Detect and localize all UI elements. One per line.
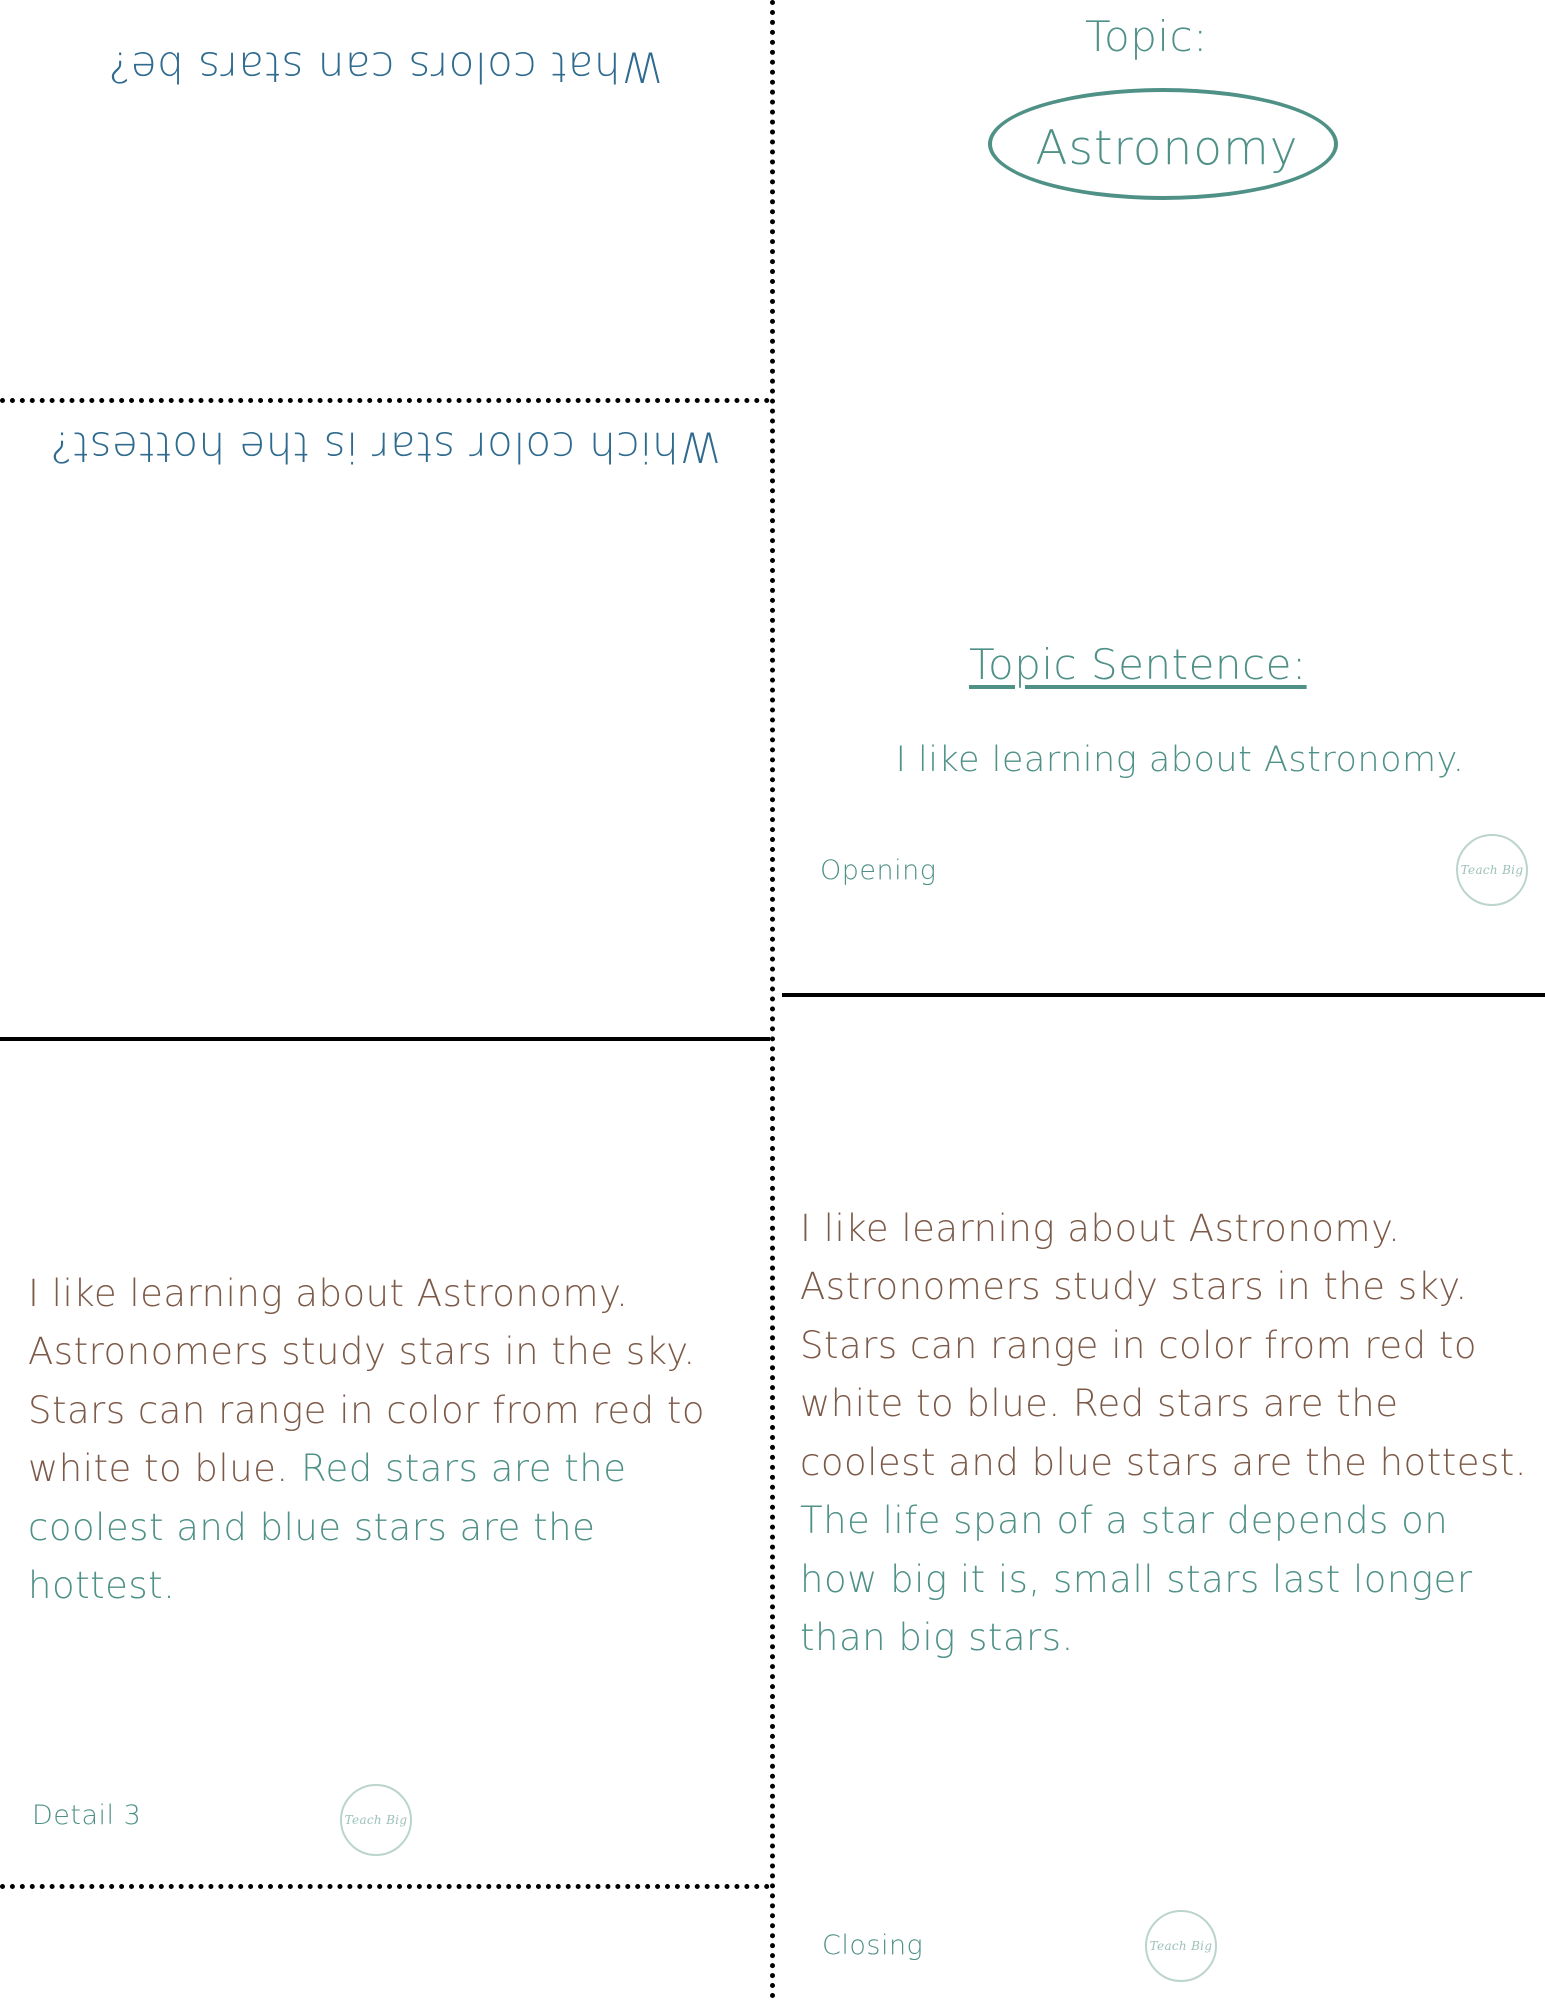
topic-sentence-title: Topic Sentence: [969, 640, 1307, 689]
detail3-text-part2: Red stars are the coolest and blue stars are the hottest. [28, 1447, 627, 1608]
topic-ellipse [988, 88, 1338, 200]
section-label-detail3: Detail 3 [32, 1800, 142, 1831]
topic-sentence-text: I like learning about Astronomy. [895, 740, 1465, 780]
horizontal-cut-line-lower-left [0, 1884, 770, 1889]
closing-paragraph [800, 1200, 1530, 1668]
closing-text-part1: I like learning about Astronomy. Astronomers study stars in the sky. Stars can range in color from red to white to blue. Red stars are the coolest and blue stars are the hottest. [800, 1207, 1528, 1484]
question-2: Which color star is the hottest? [49, 422, 721, 472]
detail3-paragraph [28, 1265, 748, 1616]
topic-label: Topic: [1085, 12, 1208, 61]
horizontal-fold-line-right [782, 993, 1545, 997]
question-1: What colors can stars be? [107, 42, 663, 92]
section-label-closing: Closing [822, 1930, 924, 1961]
detail3-text-part1: I like learning about Astronomy. Astronomers study stars in the sky. Stars can range in color from red to white to blue. [28, 1272, 705, 1491]
closing-text-part2: The life span of a star depends on how big it is, small stars last longer than big stars. [800, 1499, 1473, 1660]
section-label-opening: Opening [820, 855, 937, 886]
topic-value: Astronomy [1035, 120, 1299, 176]
brand-logo-icon: Teach Big [340, 1784, 412, 1856]
brand-logo-icon: Teach Big [1456, 834, 1528, 906]
horizontal-fold-line-left [0, 1037, 770, 1041]
vertical-cut-line [770, 0, 775, 2000]
brand-logo-icon: Teach Big [1145, 1910, 1217, 1982]
horizontal-cut-line-upper-left [0, 398, 770, 403]
